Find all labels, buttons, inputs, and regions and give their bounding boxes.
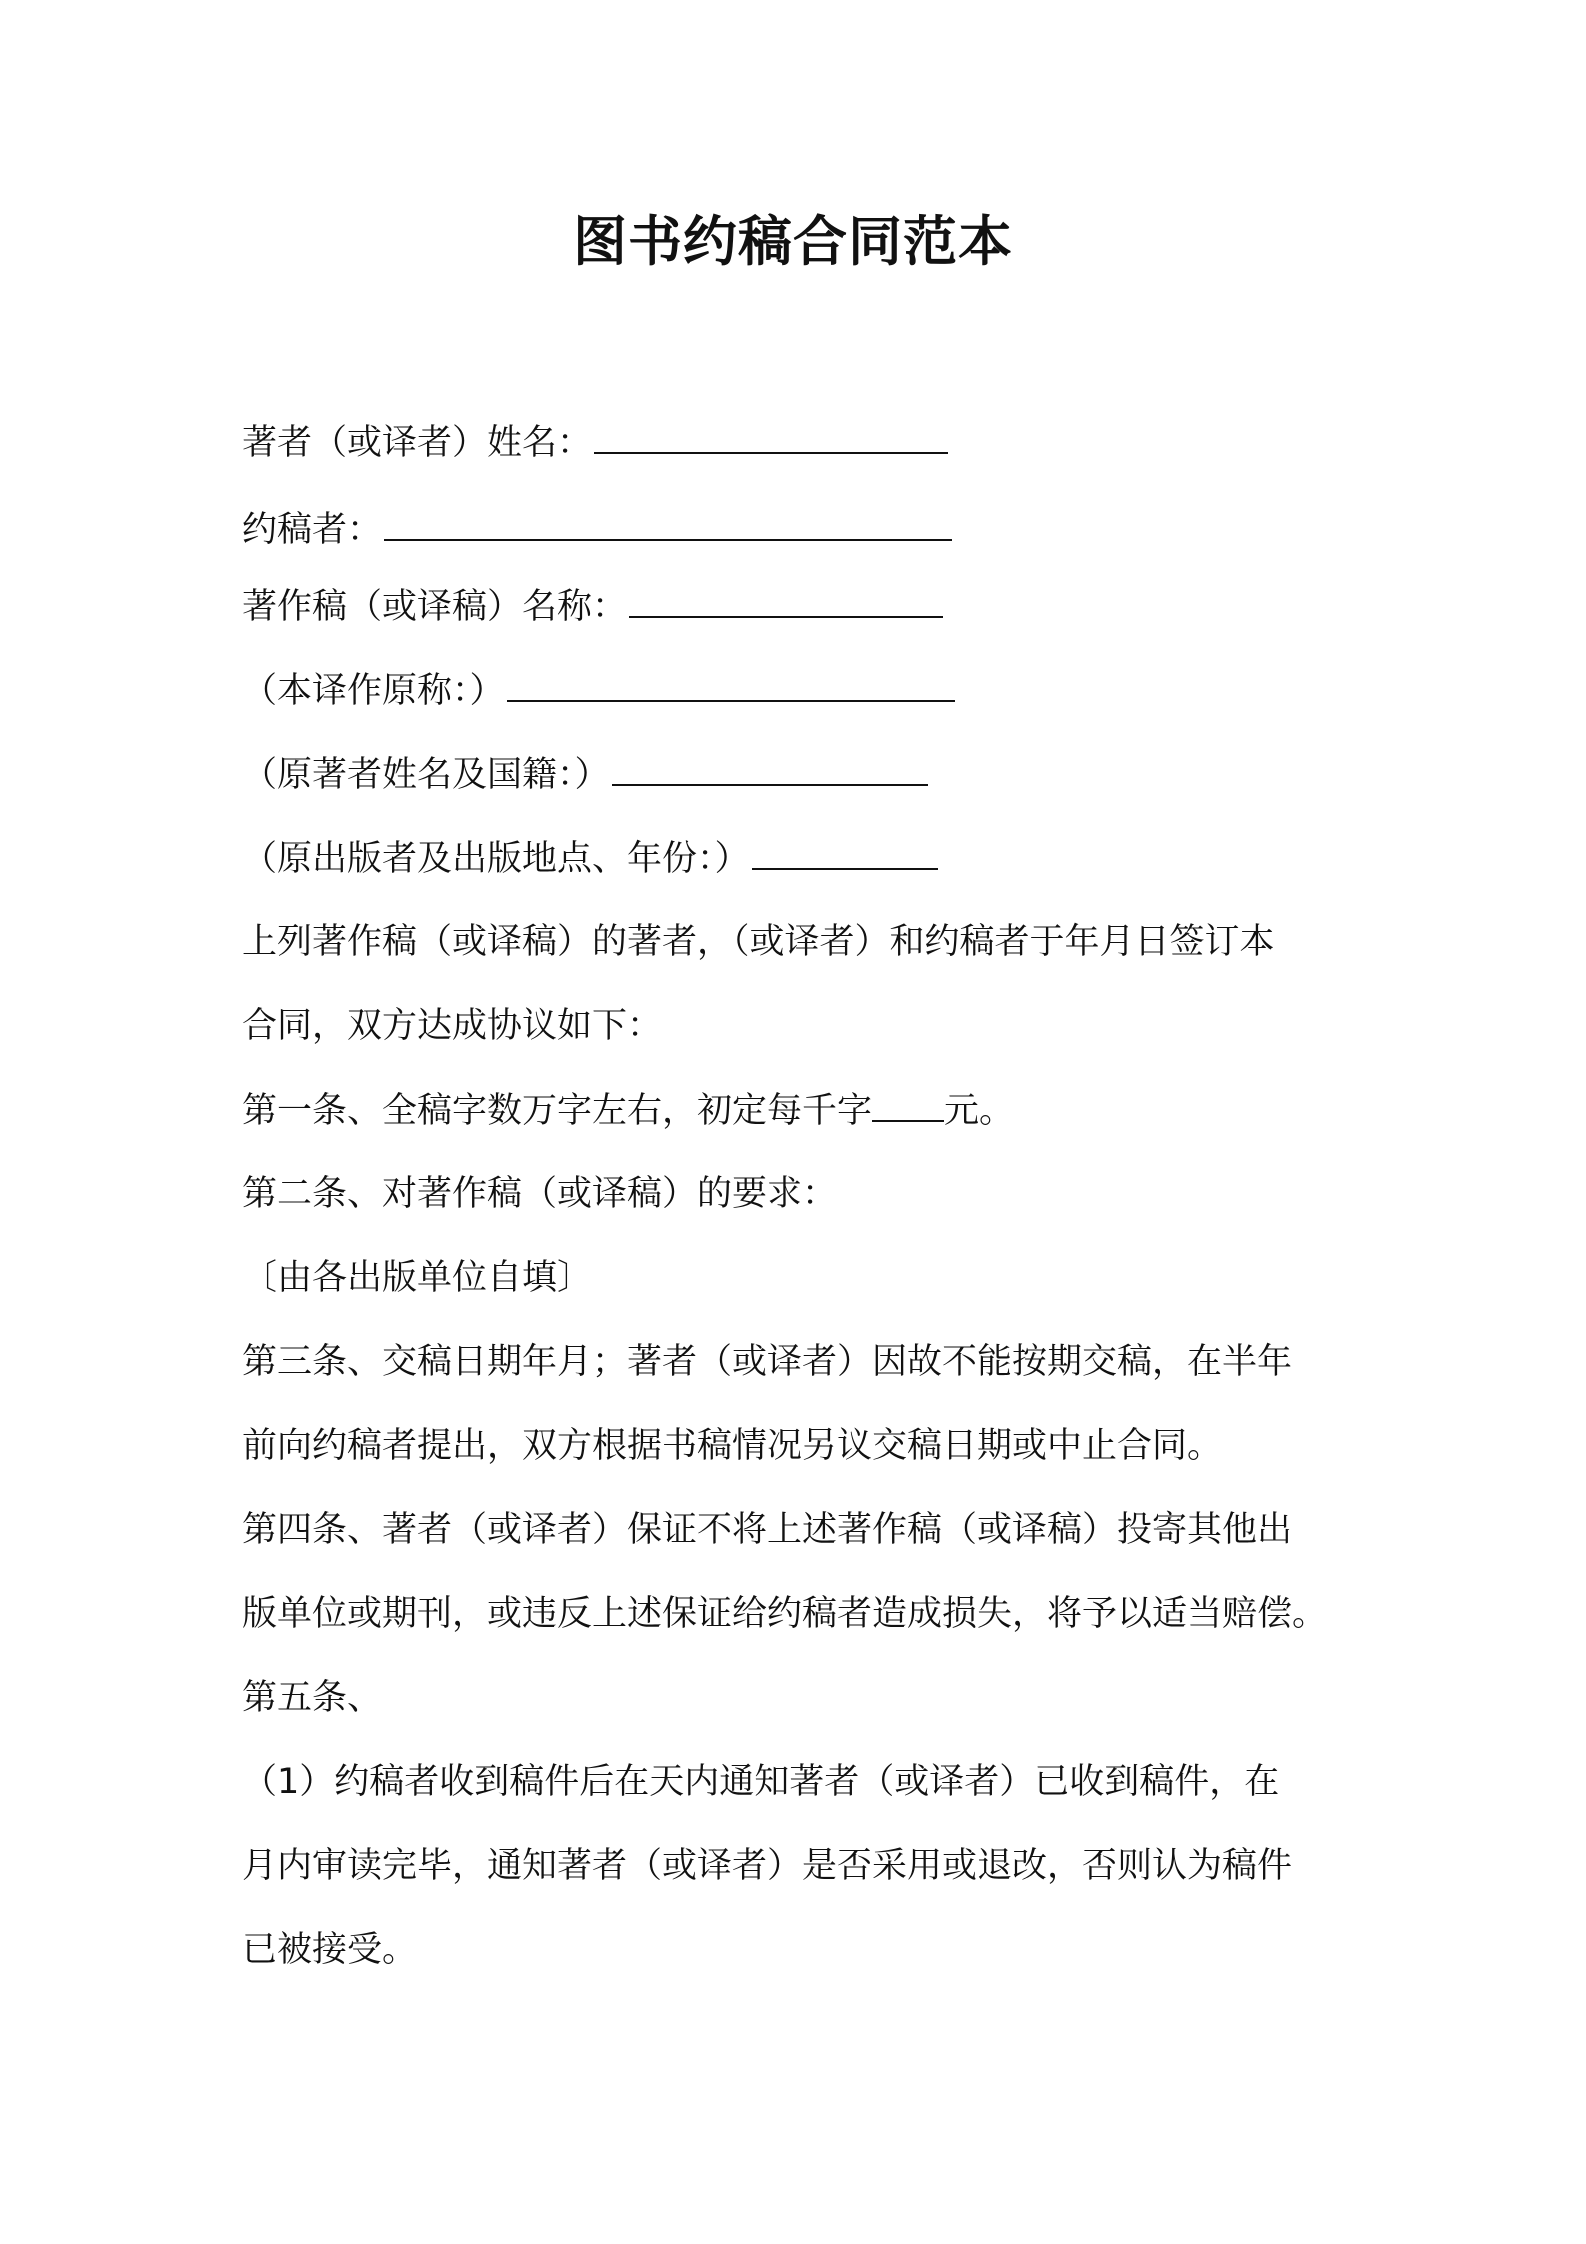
commissioner-blank[interactable] (384, 505, 952, 541)
manuscript-title-label: 著作稿（或译稿）名称： (242, 587, 628, 627)
article1-text: 第一条、全稿字数万字左右，初定每千字 (242, 1091, 873, 1131)
author-name-line (242, 418, 1362, 467)
article5-heading: 第五条、 (242, 1678, 383, 1718)
article5-item1-line-3: 已被接受。 (242, 1930, 418, 1970)
manuscript-title-line (242, 582, 1362, 631)
original-publisher-blank[interactable] (752, 834, 938, 870)
author-name-label: 著者（或译者）姓名： (242, 423, 593, 463)
commissioner-line (242, 505, 1362, 554)
price-per-thousand-blank[interactable] (872, 1086, 944, 1122)
article1-suffix: 元。 (944, 1091, 1015, 1131)
original-author-blank[interactable] (612, 750, 928, 786)
article3-line-1: 第三条、交稿日期年月；著者（或译者）因故不能按期交稿，在半年 (242, 1342, 1293, 1382)
article1-line (242, 1086, 1362, 1135)
manuscript-title-blank[interactable] (629, 582, 943, 618)
original-title-blank[interactable] (507, 666, 955, 702)
original-publisher-label: （原出版者及出版地点、年份：） (242, 839, 750, 879)
original-publisher-line (242, 834, 1362, 883)
article5-item1-line-2: 月内审读完毕，通知著者（或译者）是否采用或退改，否则认为稿件 (242, 1846, 1293, 1886)
intro-line-1: 上列著作稿（或译稿）的著者，（或译者）和约稿者于年月日签订本 (242, 922, 1275, 962)
article2-line: 第二条、对著作稿（或译稿）的要求： (242, 1174, 838, 1214)
article4-line-2: 版单位或期刊，或违反上述保证给约稿者造成损失，将予以适当赔偿。 (242, 1594, 1328, 1634)
article4-line-1: 第四条、著者（或译者）保证不将上述著作稿（或译稿）投寄其他出 (242, 1510, 1293, 1550)
article2-note: 〔由各出版单位自填〕 (242, 1258, 593, 1298)
document-title: 图书约稿合同范本 (573, 210, 1013, 273)
article5-item1-line-1: （1）约稿者收到稿件后在天内通知著者（或译者）已收到稿件，在 (242, 1762, 1280, 1802)
original-author-label: （原著者姓名及国籍：） (242, 755, 610, 795)
original-title-label: （本译作原称：） (242, 671, 505, 711)
commissioner-label: 约稿者： (242, 510, 383, 550)
intro-line-2: 合同，双方达成协议如下： (242, 1006, 663, 1046)
author-name-blank[interactable] (594, 418, 948, 454)
original-author-line (242, 750, 1362, 799)
original-title-line (242, 666, 1362, 715)
article3-line-2: 前向约稿者提出，双方根据书稿情况另议交稿日期或中止合同。 (242, 1426, 1223, 1466)
